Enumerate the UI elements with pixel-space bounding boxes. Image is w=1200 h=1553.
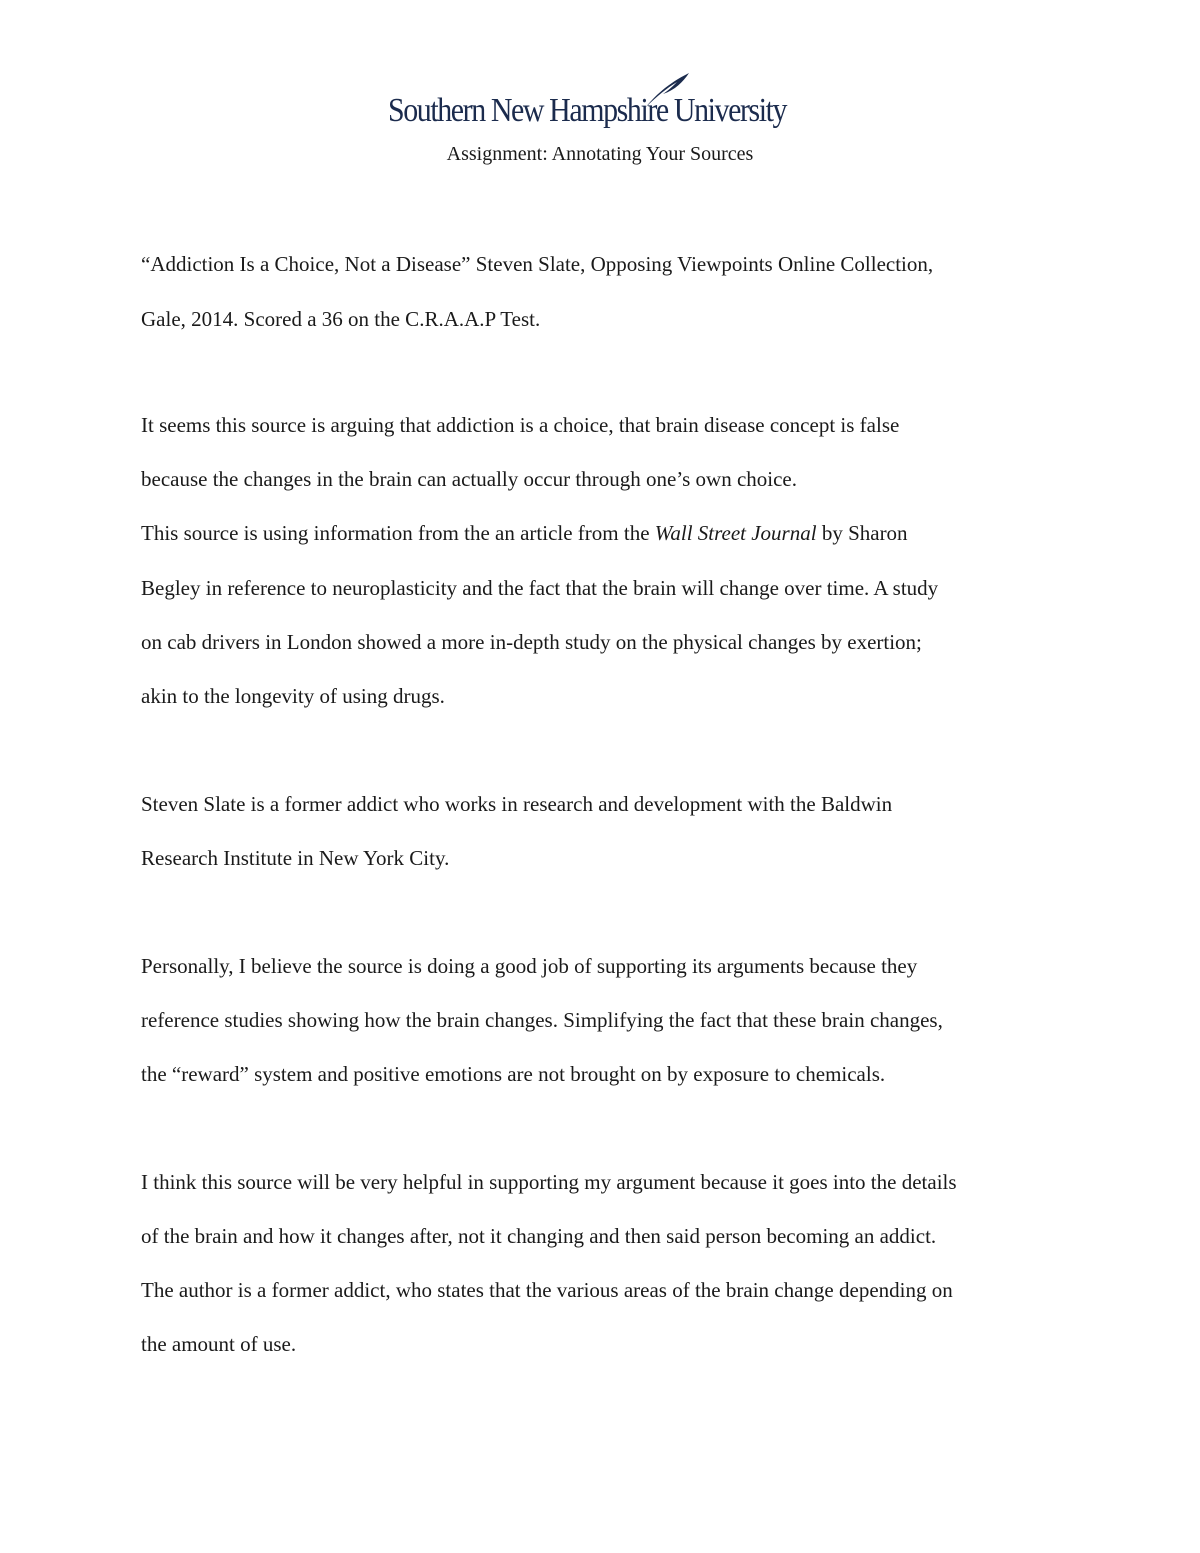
- university-name: Southern New Hampshire University: [388, 92, 787, 129]
- summary-line-3-end: by Sharon: [816, 521, 908, 545]
- university-logo: [386, 72, 816, 136]
- summary-line-3: [141, 521, 908, 546]
- journal-title: Wall Street Journal: [654, 521, 817, 545]
- summary-line-6: akin to the longevity of using drugs.: [141, 684, 445, 708]
- summary-line-3-start: This source is using information from the an article from the: [141, 521, 655, 545]
- assignment-title: Assignment: Annotating Your Sources: [446, 143, 754, 165]
- citation-line-1: “Addiction Is a Choice, Not a Disease” Steven Slate, Opposing Viewpoints Online Collection,: [141, 252, 934, 276]
- usefulness-line-3: The author is a former addict, who states that the various areas of the brain change depending on: [141, 1278, 953, 1302]
- usefulness-line-1: I think this source will be very helpful in supporting my argument because it goes into the details: [141, 1170, 957, 1194]
- summary-line-5: on cab drivers in London showed a more in-depth study on the physical changes by exertion;: [141, 630, 922, 654]
- author-line-1: Steven Slate is a former addict who works in research and development with the Baldwin: [141, 792, 893, 816]
- summary-line-2: because the changes in the brain can actually occur through one’s own choice.: [141, 467, 797, 491]
- citation-line-2: Gale, 2014. Scored a 36 on the C.R.A.A.P Test.: [141, 307, 541, 331]
- evaluation-line-1: Personally, I believe the source is doing a good job of supporting its arguments because they: [141, 954, 918, 978]
- usefulness-line-2: of the brain and how it changes after, not it changing and then said person becoming an addict.: [141, 1224, 937, 1248]
- evaluation-line-3: the “reward” system and positive emotions are not brought on by exposure to chemicals.: [141, 1062, 886, 1086]
- author-line-2: Research Institute in New York City.: [141, 846, 450, 870]
- evaluation-line-2: reference studies showing how the brain changes. Simplifying the fact that these brain changes,: [141, 1008, 943, 1032]
- summary-line-1: It seems this source is arguing that addiction is a choice, that brain disease concept is false: [141, 413, 900, 437]
- summary-line-4: Begley in reference to neuroplasticity and the fact that the brain will change over time. A study: [141, 576, 939, 600]
- usefulness-line-4: the amount of use.: [141, 1332, 297, 1356]
